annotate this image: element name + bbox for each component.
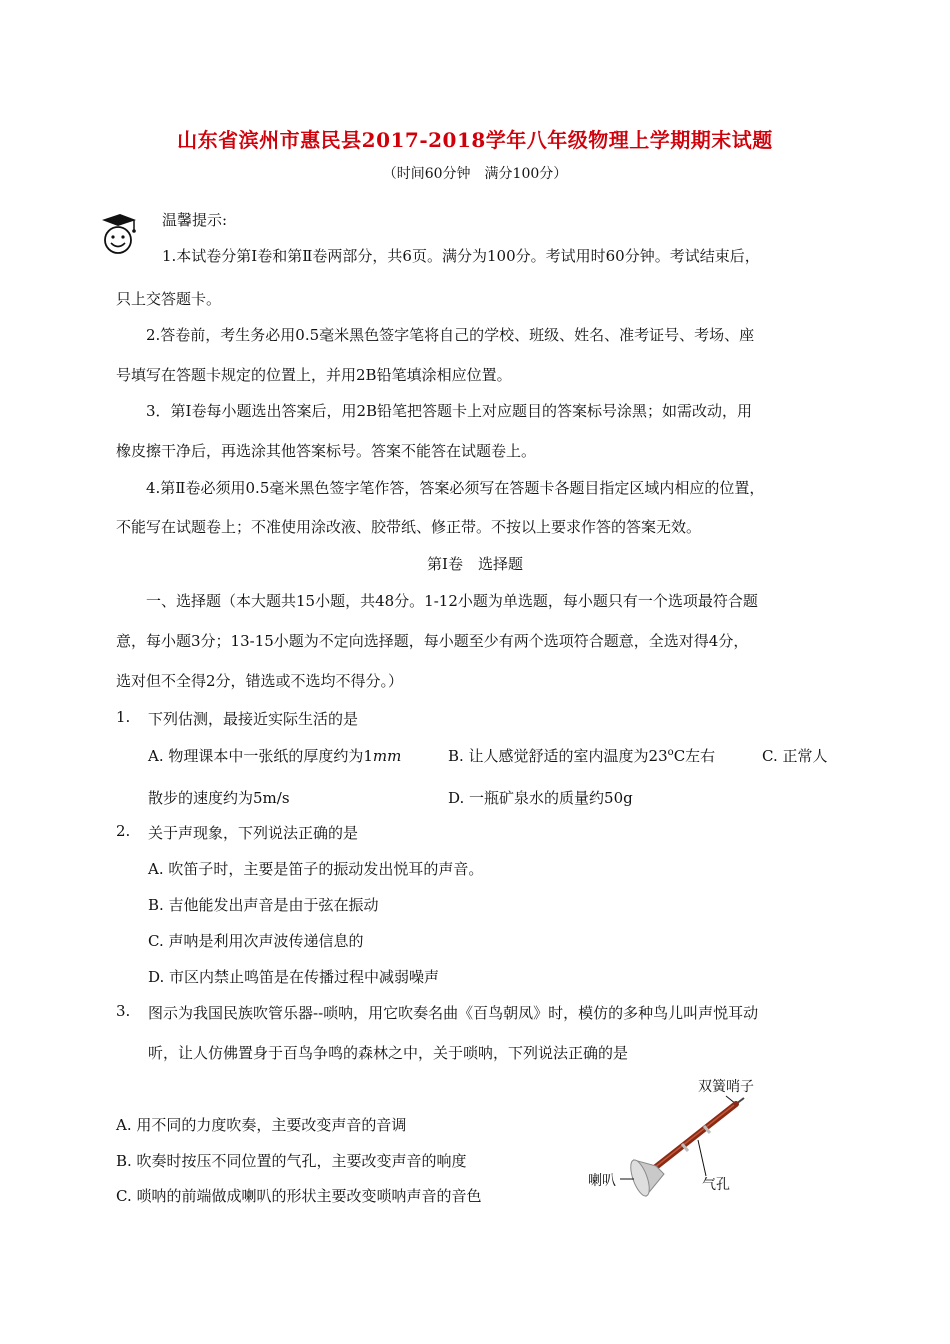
question-3-option-c: C. 唢呐的前端做成喇叭的形状主要改变唢呐声音的音色 bbox=[116, 1187, 482, 1205]
label-hole: 气孔 bbox=[702, 1177, 730, 1193]
question-3-option-b: B. 吹奏时按压不同位置的气孔，主要改变声音的响度 bbox=[116, 1152, 467, 1170]
question-1-option-c-start: C. 正常人 bbox=[762, 747, 828, 765]
tip-1-line-2: 只上交答题卡。 bbox=[116, 290, 222, 308]
tips-heading: 温馨提示: bbox=[162, 211, 228, 229]
question-1-option-c-continued: 散步的速度约为5m/s bbox=[148, 789, 290, 807]
option-a-unit: mm bbox=[372, 747, 402, 765]
question-3-option-a: A. 用不同的力度吹奏，主要改变声音的音调 bbox=[116, 1116, 407, 1134]
tip-2-line-2: 号填写在答题卡规定的位置上，并用2B铅笔填涂相应位置。 bbox=[116, 366, 512, 384]
exam-time-score: （时间60分钟 满分100分） bbox=[382, 166, 568, 182]
label-bell: 喇叭 bbox=[588, 1173, 616, 1189]
option-a-text: A. 物理课本中一张纸的厚度约为1 bbox=[148, 747, 373, 765]
instructions-line-1: 一、选择题（本大题共15小题，共48分。1-12小题为单选题，每小题只有一个选项最符合题 bbox=[146, 592, 758, 610]
tip-3-line-2: 橡皮擦干净后，再选涂其他答案标号。答案不能答在试题卷上。 bbox=[116, 442, 537, 460]
label-reed: 双簧哨子 bbox=[698, 1079, 754, 1095]
question-2-option-d: D. 市区内禁止鸣笛是在传播过程中减弱噪声 bbox=[148, 968, 440, 986]
question-3-stem-line-2: 听，让人仿佛置身于百鸟争鸣的森林之中，关于唢呐，下列说法正确的是 bbox=[148, 1044, 629, 1062]
section-heading: 第Ⅰ卷 选择题 bbox=[427, 555, 523, 573]
question-3-number: 3. bbox=[116, 1002, 131, 1020]
option-b-degree: o bbox=[667, 747, 674, 758]
question-3-stem-line-1: 图示为我国民族吹管乐器--唢呐，用它吹奏名曲《百鸟朝凤》时，模仿的多种鸟儿叫声悦耳动 bbox=[148, 1004, 759, 1022]
question-1-number: 1. bbox=[116, 708, 131, 726]
question-1-stem: 下列估测，最接近实际生活的是 bbox=[148, 710, 359, 728]
question-2-option-b: B. 吉他能发出声音是由于弦在振动 bbox=[148, 896, 379, 914]
question-1-option-a bbox=[148, 745, 401, 766]
suona-figure bbox=[586, 1074, 776, 1204]
question-2-number: 2. bbox=[116, 822, 131, 840]
question-2-option-c: C. 声呐是利用次声波传递信息的 bbox=[148, 932, 364, 950]
tip-2-line-1: 2.答卷前，考生务必用0.5毫米黑色签字笔将自己的学校、班级、姓名、准考证号、考场、座 bbox=[146, 326, 755, 344]
page-title: 山东省滨州市惠民县2017-2018学年八年级物理上学期期末试题 bbox=[177, 128, 773, 152]
suona-instrument-icon bbox=[586, 1074, 776, 1204]
smiley-graduation-cap-icon bbox=[96, 210, 142, 260]
instructions-line-3: 选对但不全得2分，错选或不选均不得分。） bbox=[116, 672, 404, 690]
question-2-option-a: A. 吹笛子时，主要是笛子的振动发出悦耳的声音。 bbox=[148, 860, 484, 878]
tip-4-line-1: 4.第Ⅱ卷必须用0.5毫米黑色签字笔作答，答案必须写在答题卡各题目指定区域内相应的位置， bbox=[146, 479, 765, 497]
question-1-option-b bbox=[448, 745, 715, 766]
option-b-tail: C左右 bbox=[673, 747, 716, 765]
tip-3-line-1: 3．第Ⅰ卷每小题选出答案后，用2B铅笔把答题卡上对应题目的答案标号涂黑；如需改动，用 bbox=[146, 402, 753, 420]
tip-4-line-2: 不能写在试题卷上；不准使用涂改液、胶带纸、修正带。不按以上要求作答的答案无效。 bbox=[116, 518, 702, 536]
question-2-stem: 关于声现象，下列说法正确的是 bbox=[148, 824, 359, 842]
tip-1-line-1: 1.本试卷分第Ⅰ卷和第Ⅱ卷两部分，共6页。满分为100分。考试用时60分钟。考试结束后， bbox=[162, 247, 760, 265]
instructions-line-2: 意，每小题3分；13-15小题为不定向选择题，每小题至少有两个选项符合题意，全选对得4分， bbox=[116, 632, 749, 650]
option-b-text: B. 让人感觉舒适的室内温度为23 bbox=[448, 747, 668, 765]
question-1-option-d: D. 一瓶矿泉水的质量约50g bbox=[448, 789, 633, 807]
